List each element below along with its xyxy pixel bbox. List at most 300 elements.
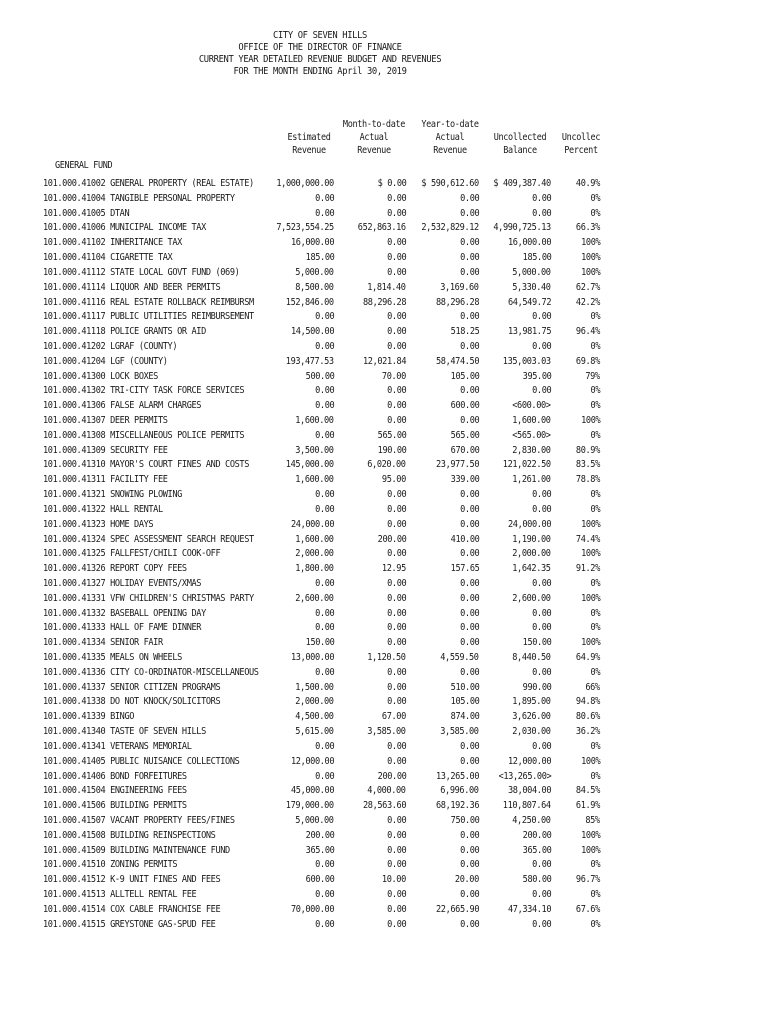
mtd-revenue-cell: 0.00 <box>386 503 406 515</box>
uncollected-balance-cell: 135,003.03 <box>503 355 551 367</box>
mtd-revenue-cell: 0.00 <box>386 326 406 338</box>
ytd-revenue-cell: 0.00 <box>459 415 479 426</box>
uncollected-percent-cell: 80.9% <box>576 444 600 456</box>
ytd-revenue-cell: 22,665.90 <box>435 903 479 915</box>
estimated-revenue-cell: 152,846.00 <box>286 296 334 308</box>
column-header-ytd <box>419 118 480 157</box>
account-cell: 101.000.41515 GREYSTONE GAS-SPUD FEE <box>43 918 216 930</box>
uncollected-percent-cell: 69.8% <box>576 355 600 367</box>
uncollected-percent-cell: 78.8% <box>576 474 600 486</box>
mtd-revenue-cell: 0.00 <box>386 918 406 930</box>
estimated-revenue-cell: 1,600.00 <box>295 533 334 545</box>
account-cell: 101.000.41323 HOME DAYS <box>43 518 154 530</box>
column-header-line: Estimated <box>287 132 331 143</box>
account-cell: 101.000.41322 HALL RENTAL <box>43 503 163 515</box>
uncollected-percent-cell: 100% <box>580 592 600 604</box>
column-header-line: Actual <box>435 132 465 143</box>
column-header-line: Actual <box>359 132 389 143</box>
ytd-revenue-cell: 88,296.28 <box>435 296 479 308</box>
estimated-revenue-cell: 0.00 <box>314 489 334 501</box>
column-header-line: Revenue <box>433 145 467 156</box>
uncollected-balance-cell: 0.00 <box>531 385 551 397</box>
column-header-line: Percent <box>564 145 598 156</box>
mtd-revenue-cell: 0.00 <box>386 577 406 589</box>
table-row <box>0 473 770 488</box>
estimated-revenue-cell: 0.00 <box>314 340 334 352</box>
mtd-revenue-cell: 190.00 <box>377 444 406 456</box>
uncollected-percent-cell: 0% <box>590 192 600 204</box>
estimated-revenue-cell: 16,000.00 <box>290 237 334 249</box>
mtd-revenue-cell: 0.00 <box>386 548 406 560</box>
ytd-revenue-cell: 0.00 <box>459 548 479 560</box>
account-cell: 101.000.41307 DEER PERMITS <box>43 415 168 426</box>
uncollected-percent-cell: 0% <box>590 207 600 219</box>
account-cell: 101.000.41117 PUBLIC UTILITIES REIMBURSEMENT <box>43 311 254 323</box>
uncollected-balance-cell: 0.00 <box>531 859 551 871</box>
estimated-revenue-cell: 14,500.00 <box>290 326 334 338</box>
estimated-revenue-cell: 1,600.00 <box>295 474 334 486</box>
uncollected-percent-cell: 67.6% <box>576 903 600 915</box>
ytd-revenue-cell: 58,474.50 <box>435 355 479 367</box>
ytd-revenue-cell: 23,977.50 <box>435 459 479 471</box>
uncollected-percent-cell: 100% <box>580 637 600 649</box>
table-row <box>0 296 770 311</box>
account-cell: 101.000.41300 LOCK BOXES <box>43 370 158 382</box>
column-header-line: Uncollec <box>561 132 601 143</box>
uncollected-percent-cell: 62.7% <box>576 281 600 293</box>
uncollected-percent-cell: 0% <box>590 311 600 323</box>
ytd-revenue-cell: 0.00 <box>459 252 479 264</box>
uncollected-balance-cell: 5,000.00 <box>512 266 551 278</box>
account-cell: 101.000.41306 FALSE ALARM CHARGES <box>43 400 202 412</box>
estimated-revenue-cell: 24,000.00 <box>290 518 334 530</box>
mtd-revenue-cell: 0.00 <box>386 237 406 249</box>
account-cell: 101.000.41102 INHERITANCE TAX <box>43 237 182 249</box>
table-row <box>0 310 770 325</box>
column-header-line: Year-to-date <box>421 119 479 130</box>
section-title: GENERAL FUND <box>55 160 113 171</box>
ytd-revenue-cell: 0.00 <box>459 666 479 678</box>
ytd-revenue-cell: 600.00 <box>450 400 479 412</box>
uncollected-percent-cell: 91.2% <box>576 563 600 575</box>
estimated-revenue-cell: 1,800.00 <box>295 563 334 575</box>
uncollected-percent-cell: 83.5% <box>576 459 600 471</box>
estimated-revenue-cell: 5,000.00 <box>295 266 334 278</box>
estimated-revenue-cell: 0.00 <box>314 770 334 782</box>
table-row <box>0 577 770 592</box>
mtd-revenue-cell: 0.00 <box>386 192 406 204</box>
uncollected-balance-cell: 16,000.00 <box>507 237 551 249</box>
estimated-revenue-cell: 7,523,554.25 <box>276 222 334 234</box>
column-header-line: Uncollected <box>493 132 547 143</box>
estimated-revenue-cell: 185.00 <box>305 252 334 264</box>
ytd-revenue-cell: 0.00 <box>459 829 479 841</box>
mtd-revenue-cell: 1,814.40 <box>367 281 406 293</box>
uncollected-balance-cell: 1,190.00 <box>512 533 551 545</box>
mtd-revenue-cell: 0.00 <box>386 266 406 278</box>
account-cell: 101.000.41114 LIQUOR AND BEER PERMITS <box>43 281 221 293</box>
ytd-revenue-cell: 4,559.50 <box>440 652 479 663</box>
uncollected-percent-cell: 100% <box>580 237 600 249</box>
uncollected-balance-cell: 64,549.72 <box>507 296 551 308</box>
table-row <box>0 858 770 873</box>
uncollected-balance-cell: <13,265.00> <box>498 770 551 782</box>
account-cell: 101.000.41506 BUILDING PERMITS <box>43 800 187 812</box>
column-header-mtd <box>342 118 407 157</box>
mtd-revenue-cell: 0.00 <box>386 207 406 219</box>
account-cell: 101.000.41332 BASEBALL OPENING DAY <box>43 607 206 619</box>
column-header-uncollected <box>491 131 549 157</box>
account-cell: 101.000.41504 ENGINEERING FEES <box>43 785 187 797</box>
account-cell: 101.000.41514 COX CABLE FRANCHISE FEE <box>43 903 221 915</box>
mtd-revenue-cell: 0.00 <box>386 903 406 915</box>
uncollected-balance-cell: 12,000.00 <box>507 755 551 767</box>
uncollected-balance-cell: 0.00 <box>531 503 551 515</box>
uncollected-percent-cell: 100% <box>580 755 600 767</box>
mtd-revenue-cell: 88,296.28 <box>362 296 406 308</box>
uncollected-percent-cell: 0% <box>590 385 600 397</box>
uncollected-percent-cell: 0% <box>590 400 600 412</box>
estimated-revenue-cell: 4,500.00 <box>295 711 334 723</box>
uncollected-percent-cell: 0% <box>590 770 600 782</box>
table-row <box>0 518 770 533</box>
uncollected-balance-cell: 0.00 <box>531 340 551 352</box>
ytd-revenue-cell: 750.00 <box>450 814 479 826</box>
table-row <box>0 281 770 296</box>
mtd-revenue-cell: 0.00 <box>386 666 406 678</box>
ytd-revenue-cell: 0.00 <box>459 755 479 767</box>
uncollected-percent-cell: 94.8% <box>576 696 600 708</box>
mtd-revenue-cell: 0.00 <box>386 814 406 826</box>
estimated-revenue-cell: 0.00 <box>314 666 334 678</box>
uncollected-percent-cell: 100% <box>580 518 600 530</box>
report-header-period: FOR THE MONTH ENDING April 30, 2019 <box>233 66 407 77</box>
estimated-revenue-cell: 12,000.00 <box>290 755 334 767</box>
account-cell: 101.000.41327 HOLIDAY EVENTS/XMAS <box>43 577 202 589</box>
column-header-line: Revenue <box>357 145 391 156</box>
uncollected-percent-cell: 96.7% <box>576 874 600 886</box>
account-cell: 101.000.41406 BOND FORFEITURES <box>43 770 187 782</box>
table-row <box>0 503 770 518</box>
account-cell: 101.000.41104 CIGARETTE TAX <box>43 252 173 264</box>
mtd-revenue-cell: 0.00 <box>386 385 406 397</box>
uncollected-balance-cell: 1,895.00 <box>512 696 551 708</box>
uncollected-percent-cell: 0% <box>590 607 600 619</box>
table-row <box>0 251 770 266</box>
account-cell: 101.000.41308 MISCELLANEOUS POLICE PERMITS <box>43 429 245 441</box>
uncollected-percent-cell: 66.3% <box>576 222 600 234</box>
ytd-revenue-cell: 3,169.60 <box>440 281 479 293</box>
estimated-revenue-cell: 2,600.00 <box>295 592 334 604</box>
account-cell: 101.000.41341 VETERANS MEMORIAL <box>43 740 192 752</box>
ytd-revenue-cell: 0.00 <box>459 859 479 871</box>
estimated-revenue-cell: 200.00 <box>305 829 334 841</box>
ytd-revenue-cell: 0.00 <box>459 592 479 604</box>
estimated-revenue-cell: 0.00 <box>314 918 334 930</box>
uncollected-balance-cell: <565.00> <box>512 429 551 441</box>
estimated-revenue-cell: 145,000.00 <box>286 459 334 471</box>
table-row <box>0 562 770 577</box>
table-row <box>0 221 770 236</box>
table-row <box>0 192 770 207</box>
uncollected-balance-cell: 24,000.00 <box>507 518 551 530</box>
table-row <box>0 814 770 829</box>
uncollected-percent-cell: 0% <box>590 503 600 515</box>
mtd-revenue-cell: $ 0.00 <box>377 178 406 189</box>
uncollected-balance-cell: 121,022.50 <box>503 459 551 471</box>
table-row <box>0 755 770 770</box>
estimated-revenue-cell: 0.00 <box>314 859 334 871</box>
mtd-revenue-cell: 200.00 <box>377 533 406 545</box>
table-row <box>0 666 770 681</box>
uncollected-percent-cell: 100% <box>580 829 600 841</box>
mtd-revenue-cell: 0.00 <box>386 252 406 264</box>
account-cell: 101.000.41004 TANGIBLE PERSONAL PROPERTY <box>43 192 235 204</box>
ytd-revenue-cell: 670.00 <box>450 444 479 456</box>
uncollected-balance-cell: 0.00 <box>531 622 551 634</box>
mtd-revenue-cell: 0.00 <box>386 696 406 708</box>
table-row <box>0 325 770 340</box>
table-row <box>0 740 770 755</box>
ytd-revenue-cell: 565.00 <box>450 429 479 441</box>
ytd-revenue-cell: 0.00 <box>459 385 479 397</box>
account-cell: 101.000.41339 BINGO <box>43 711 135 723</box>
report-header-office: OFFICE OF THE DIRECTOR OF FINANCE <box>238 42 402 53</box>
ytd-revenue-cell: 0.00 <box>459 489 479 501</box>
estimated-revenue-cell: 150.00 <box>305 637 334 649</box>
estimated-revenue-cell: 5,615.00 <box>295 726 334 738</box>
mtd-revenue-cell: 0.00 <box>386 415 406 426</box>
account-cell: 101.000.41331 VFW CHILDREN'S CHRISTMAS PARTY <box>43 592 254 604</box>
account-cell: 101.000.41324 SPEC ASSESSMENT SEARCH REQUEST <box>43 533 254 545</box>
estimated-revenue-cell: 8,500.00 <box>295 281 334 293</box>
uncollected-balance-cell: 0.00 <box>531 666 551 678</box>
estimated-revenue-cell: 0.00 <box>314 889 334 900</box>
uncollected-balance-cell: 0.00 <box>531 207 551 219</box>
table-row <box>0 681 770 696</box>
uncollected-percent-cell: 0% <box>590 622 600 634</box>
column-header-line: Revenue <box>292 145 326 156</box>
ytd-revenue-cell: 20.00 <box>455 874 479 886</box>
mtd-revenue-cell: 0.00 <box>386 740 406 752</box>
table-row <box>0 918 770 933</box>
table-row <box>0 177 770 192</box>
table-row <box>0 873 770 888</box>
ytd-revenue-cell: 105.00 <box>450 370 479 382</box>
table-row <box>0 414 770 429</box>
mtd-revenue-cell: 0.00 <box>386 637 406 649</box>
account-cell: 101.000.41112 STATE LOCAL GOVT FUND (069) <box>43 266 240 278</box>
estimated-revenue-cell: 45,000.00 <box>290 785 334 797</box>
ytd-revenue-cell: 0.00 <box>459 844 479 856</box>
mtd-revenue-cell: 70.00 <box>382 370 406 382</box>
uncollected-balance-cell: 5,330.40 <box>512 281 551 293</box>
uncollected-balance-cell: 0.00 <box>531 311 551 323</box>
estimated-revenue-cell: 365.00 <box>305 844 334 856</box>
ytd-revenue-cell: 0.00 <box>459 637 479 649</box>
ytd-revenue-cell: 874.00 <box>450 711 479 723</box>
uncollected-balance-cell: 13,981.75 <box>507 326 551 338</box>
uncollected-balance-cell: 0.00 <box>531 577 551 589</box>
uncollected-balance-cell: 0.00 <box>531 607 551 619</box>
mtd-revenue-cell: 0.00 <box>386 622 406 634</box>
uncollected-balance-cell: 38,004.00 <box>507 785 551 797</box>
uncollected-percent-cell: 0% <box>590 918 600 930</box>
uncollected-percent-cell: 84.5% <box>576 785 600 797</box>
mtd-revenue-cell: 0.00 <box>386 592 406 604</box>
mtd-revenue-cell: 0.00 <box>386 400 406 412</box>
uncollected-balance-cell: 395.00 <box>522 370 551 382</box>
uncollected-percent-cell: 0% <box>590 489 600 501</box>
account-cell: 101.000.41336 CITY CO-ORDINATOR-MISCELLANEOUS <box>43 666 259 678</box>
account-cell: 101.000.41302 TRI-CITY TASK FORCE SERVICES <box>43 385 245 397</box>
uncollected-percent-cell: 0% <box>590 666 600 678</box>
uncollected-percent-cell: 0% <box>590 889 600 900</box>
uncollected-balance-cell: 580.00 <box>522 874 551 886</box>
account-cell: 101.000.41510 ZONING PERMITS <box>43 859 178 871</box>
uncollected-percent-cell: 0% <box>590 740 600 752</box>
uncollected-balance-cell: 2,600.00 <box>512 592 551 604</box>
mtd-revenue-cell: 0.00 <box>386 489 406 501</box>
uncollected-percent-cell: 0% <box>590 859 600 871</box>
mtd-revenue-cell: 0.00 <box>386 859 406 871</box>
estimated-revenue-cell: 13,000.00 <box>290 652 334 663</box>
report-header-city: CITY OF SEVEN HILLS <box>273 30 367 41</box>
estimated-revenue-cell: 500.00 <box>305 370 334 382</box>
table-row <box>0 829 770 844</box>
estimated-revenue-cell: 2,000.00 <box>295 696 334 708</box>
ytd-revenue-cell: 0.00 <box>459 622 479 634</box>
table-row <box>0 636 770 651</box>
ytd-revenue-cell: 157.65 <box>450 563 479 575</box>
uncollected-percent-cell: 42.2% <box>576 296 600 308</box>
column-header-line: Month-to-date <box>342 119 406 130</box>
account-cell: 101.000.41204 LGF (COUNTY) <box>43 355 168 367</box>
mtd-revenue-cell: 12,021.84 <box>362 355 406 367</box>
table-row <box>0 903 770 918</box>
ytd-revenue-cell: 6,996.00 <box>440 785 479 797</box>
ytd-revenue-cell: 0.00 <box>459 340 479 352</box>
uncollected-percent-cell: 85% <box>585 814 600 826</box>
estimated-revenue-cell: 0.00 <box>314 577 334 589</box>
uncollected-percent-cell: 100% <box>580 548 600 560</box>
estimated-revenue-cell: 3,500.00 <box>295 444 334 456</box>
estimated-revenue-cell: 5,000.00 <box>295 814 334 826</box>
table-row <box>0 458 770 473</box>
uncollected-balance-cell: <600.00> <box>512 400 551 412</box>
account-cell: 101.000.41326 REPORT COPY FEES <box>43 563 187 575</box>
ytd-revenue-cell: 0.00 <box>459 889 479 900</box>
revenue-table <box>0 177 770 932</box>
uncollected-percent-cell: 100% <box>580 266 600 278</box>
mtd-revenue-cell: 1,120.50 <box>367 652 406 663</box>
mtd-revenue-cell: 200.00 <box>377 770 406 782</box>
mtd-revenue-cell: 0.00 <box>386 844 406 856</box>
estimated-revenue-cell: 0.00 <box>314 607 334 619</box>
mtd-revenue-cell: 67.00 <box>382 711 406 723</box>
ytd-revenue-cell: 0.00 <box>459 740 479 752</box>
table-row <box>0 725 770 740</box>
account-cell: 101.000.41513 ALLTELL RENTAL FEE <box>43 889 197 900</box>
table-row <box>0 621 770 636</box>
table-row <box>0 207 770 222</box>
uncollected-balance-cell: 2,000.00 <box>512 548 551 560</box>
ytd-revenue-cell: 0.00 <box>459 607 479 619</box>
uncollected-balance-cell: 0.00 <box>531 740 551 752</box>
account-cell: 101.000.41512 K-9 UNIT FINES AND FEES <box>43 874 221 886</box>
uncollected-percent-cell: 36.2% <box>576 726 600 738</box>
table-row <box>0 799 770 814</box>
uncollected-balance-cell: 110,807.64 <box>503 800 551 812</box>
uncollected-percent-cell: 61.9% <box>576 800 600 812</box>
estimated-revenue-cell: 0.00 <box>314 192 334 204</box>
report-header <box>188 30 452 78</box>
estimated-revenue-cell: 600.00 <box>305 874 334 886</box>
account-cell: 101.000.41116 REAL ESTATE ROLLBACK REIMBURSM <box>43 296 254 308</box>
uncollected-balance-cell: 3,626.00 <box>512 711 551 723</box>
estimated-revenue-cell: 1,500.00 <box>295 681 334 693</box>
mtd-revenue-cell: 3,585.00 <box>367 726 406 738</box>
table-row <box>0 710 770 725</box>
table-row <box>0 695 770 710</box>
uncollected-percent-cell: 100% <box>580 844 600 856</box>
table-row <box>0 236 770 251</box>
uncollected-percent-cell: 0% <box>590 577 600 589</box>
account-cell: 101.000.41002 GENERAL PROPERTY (REAL ESTATE) <box>43 178 254 189</box>
account-cell: 101.000.41509 BUILDING MAINTENANCE FUND <box>43 844 230 856</box>
estimated-revenue-cell: 0.00 <box>314 400 334 412</box>
table-row <box>0 429 770 444</box>
uncollected-balance-cell: 4,990,725.13 <box>493 222 551 234</box>
estimated-revenue-cell: 0.00 <box>314 740 334 752</box>
ytd-revenue-cell: 68,192.36 <box>435 800 479 812</box>
ytd-revenue-cell: 518.25 <box>450 326 479 338</box>
account-cell: 101.000.41006 MUNICIPAL INCOME TAX <box>43 222 206 234</box>
account-cell: 101.000.41508 BUILDING REINSPECTIONS <box>43 829 216 841</box>
mtd-revenue-cell: 0.00 <box>386 681 406 693</box>
ytd-revenue-cell: 510.00 <box>450 681 479 693</box>
ytd-revenue-cell: 3,585.00 <box>440 726 479 738</box>
uncollected-percent-cell: 66% <box>585 681 600 693</box>
estimated-revenue-cell: 179,000.00 <box>286 800 334 812</box>
account-cell: 101.000.41325 FALLFEST/CHILI COOK-OFF <box>43 548 221 560</box>
table-row <box>0 340 770 355</box>
table-row <box>0 266 770 281</box>
table-row <box>0 770 770 785</box>
mtd-revenue-cell: 565.00 <box>377 429 406 441</box>
account-cell: 101.000.41405 PUBLIC NUISANCE COLLECTIONS <box>43 755 240 767</box>
account-cell: 101.000.41311 FACILITY FEE <box>43 474 168 486</box>
estimated-revenue-cell: 1,600.00 <box>295 415 334 426</box>
table-row <box>0 533 770 548</box>
mtd-revenue-cell: 4,000.00 <box>367 785 406 797</box>
column-header-line: Balance <box>503 145 537 156</box>
table-row <box>0 547 770 562</box>
mtd-revenue-cell: 12.95 <box>382 563 406 575</box>
estimated-revenue-cell: 2,000.00 <box>295 548 334 560</box>
mtd-revenue-cell: 0.00 <box>386 829 406 841</box>
table-row <box>0 651 770 666</box>
ytd-revenue-cell: 0.00 <box>459 237 479 249</box>
mtd-revenue-cell: 95.00 <box>382 474 406 486</box>
uncollected-percent-cell: 0% <box>590 340 600 352</box>
column-header-percent <box>560 131 603 157</box>
uncollected-balance-cell: 0.00 <box>531 918 551 930</box>
table-row <box>0 784 770 799</box>
mtd-revenue-cell: 0.00 <box>386 340 406 352</box>
ytd-revenue-cell: 0.00 <box>459 311 479 323</box>
account-cell: 101.000.41507 VACANT PROPERTY FEES/FINES <box>43 814 235 826</box>
